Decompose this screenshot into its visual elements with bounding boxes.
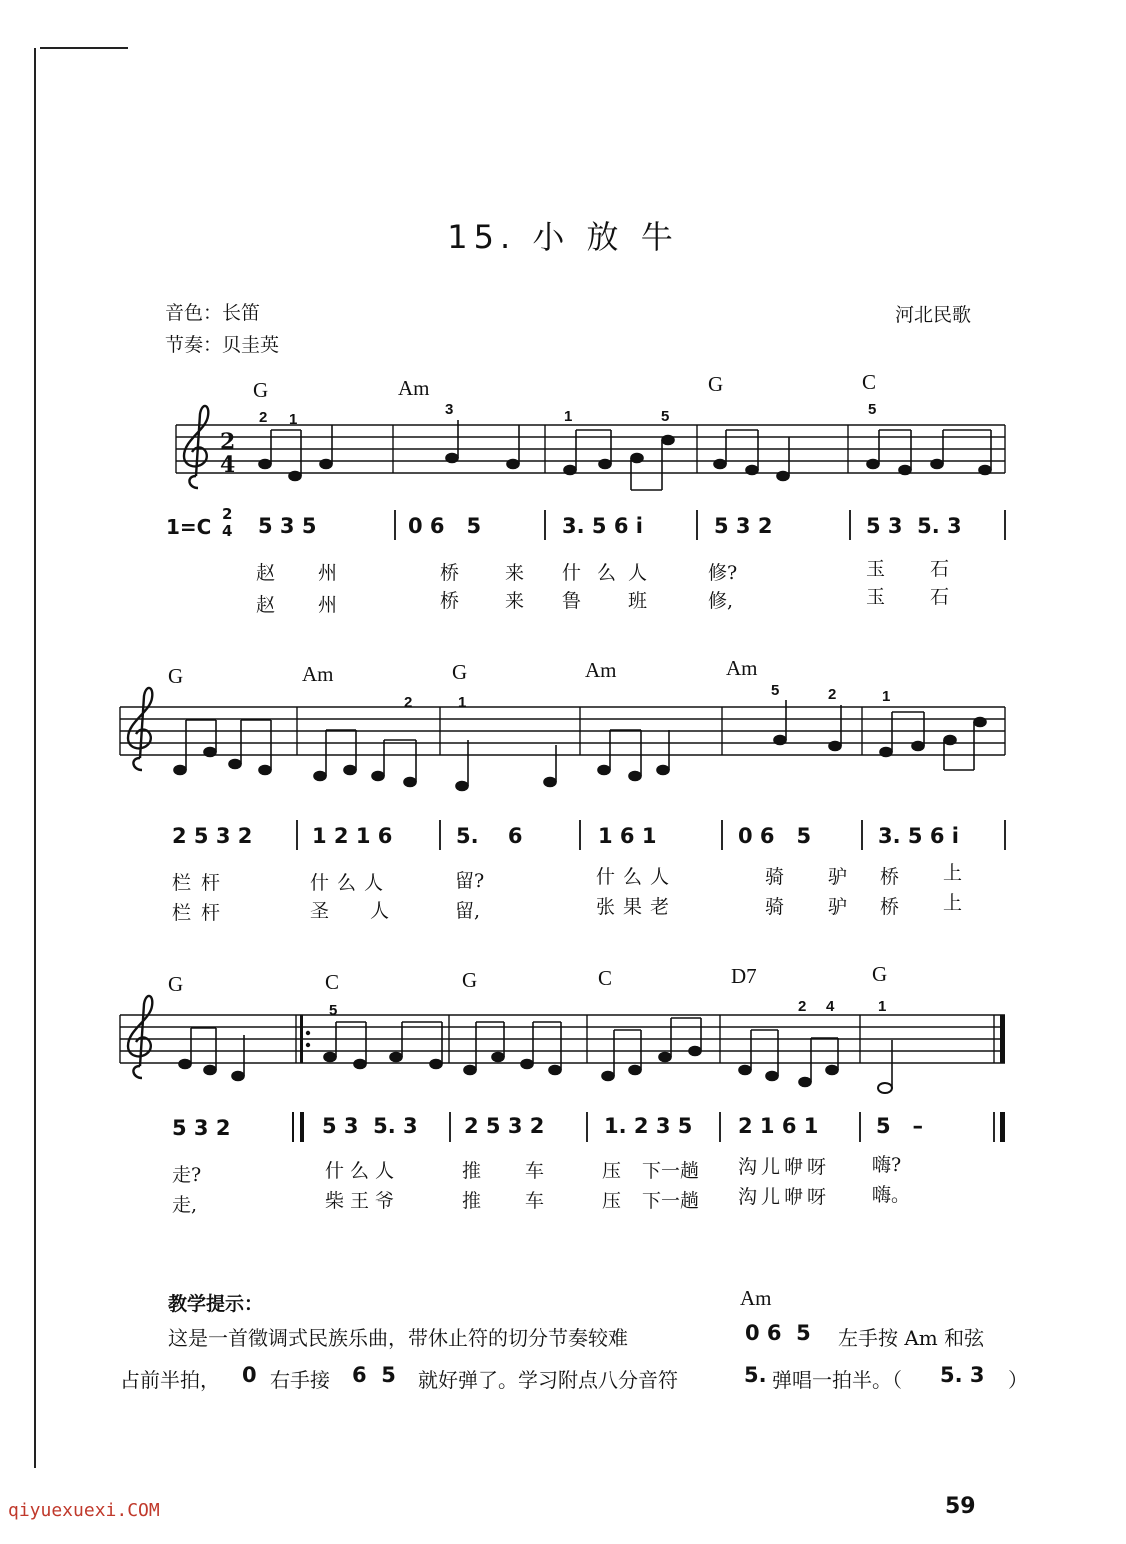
chord-symbol: G xyxy=(452,660,468,684)
lyric: 桥 xyxy=(880,866,900,888)
lyric: 来 xyxy=(505,562,525,584)
lyric: 人 xyxy=(370,900,390,922)
hint-text: 弹唱一拍半。（ xyxy=(772,1368,902,1392)
lyric: 嗨? xyxy=(872,1154,902,1176)
fingering-number: 3 xyxy=(445,401,454,418)
hint-text: ） xyxy=(1008,1368,1028,1392)
origin-label: 河北民歌 xyxy=(895,304,972,326)
lyric: 上 xyxy=(943,892,963,914)
lyric: 什么人 xyxy=(325,1160,401,1182)
fingering-number: 2 xyxy=(798,998,807,1015)
jianpu-measure: 2 1 6 1 xyxy=(738,1114,819,1138)
timbre-label: 音色：长笛 xyxy=(165,302,261,324)
lyric: 骑 xyxy=(765,896,785,918)
hint-notes: 5. 3 xyxy=(940,1363,985,1387)
hint-text: 就好弹了。学习附点八分音符 xyxy=(418,1368,678,1392)
watermark-logo: qiyuexuexi.COM xyxy=(8,1500,160,1521)
chord-symbol: G xyxy=(872,962,888,986)
hint-notes: 6 5 xyxy=(352,1363,396,1387)
jianpu-measure: 3. 5 6 i xyxy=(878,824,959,848)
lyric: 石 xyxy=(930,586,950,608)
chord-symbol: G xyxy=(708,372,724,396)
jianpu-measure: 0 6 5 xyxy=(408,514,482,538)
hint-heading: 教学提示： xyxy=(168,1293,264,1315)
chord-symbol: G xyxy=(462,968,478,992)
chord-symbol: G xyxy=(168,972,184,996)
lyric: 桥 xyxy=(440,562,460,584)
lyric: 驴 xyxy=(828,896,848,918)
lyric: 栏杆 xyxy=(172,872,231,894)
page-number: 59 xyxy=(945,1494,976,1519)
lyric: 班 xyxy=(628,590,648,612)
jianpu-measure: 1 2 1 6 xyxy=(312,824,393,848)
fingering-number: 5 xyxy=(661,408,670,425)
hint-text: 左手按 Am 和弦 xyxy=(838,1326,985,1350)
chord-symbol: Am xyxy=(302,662,334,686)
chord-symbol: C xyxy=(325,970,340,994)
lyric: 石 xyxy=(930,558,950,580)
lyric: 张果老 xyxy=(596,896,678,918)
jianpu-measure: 5 3 2 xyxy=(714,514,773,538)
jianpu-measure: 2 5 3 2 xyxy=(464,1114,545,1138)
hint-text: 右手接 xyxy=(270,1368,330,1392)
jianpu-measure: 1. 2 3 5 xyxy=(604,1114,693,1138)
lyric: 修, xyxy=(708,590,734,612)
lyric: 来 xyxy=(505,590,525,612)
fingering-number: 4 xyxy=(826,998,835,1015)
lyric: 玉 xyxy=(866,558,886,580)
hint-text: 占前半拍， xyxy=(120,1368,220,1392)
hint-text: 这是一首徵调式民族乐曲，带休止符的切分节奏较难 xyxy=(168,1326,628,1350)
key-signature: 1=C xyxy=(166,515,212,539)
lyric: 下一趟 xyxy=(642,1190,700,1212)
chord-symbol: Am xyxy=(585,658,617,682)
hint-notes: 0 xyxy=(242,1363,257,1387)
lyric: 走, xyxy=(172,1194,198,1216)
chord-symbol: G xyxy=(253,378,269,402)
hint-notes: 0 6 5 xyxy=(745,1321,811,1345)
lyric: 州 xyxy=(318,562,338,584)
lyric: 修? xyxy=(708,562,738,584)
fingering-number: 2 xyxy=(259,409,268,426)
lyric: 车 xyxy=(525,1160,545,1182)
lyric: 上 xyxy=(943,862,963,884)
fingering-number: 1 xyxy=(564,408,573,425)
jianpu-measure: 5 3 5 xyxy=(258,514,317,538)
jianpu-measure: 5 3 5. 3 xyxy=(866,514,962,538)
fingering-number: 1 xyxy=(878,998,887,1015)
chord-symbol: C xyxy=(862,370,877,394)
lyric: 栏杆 xyxy=(172,902,231,924)
fingering-number: 1 xyxy=(458,694,467,711)
lyric: 什么人 xyxy=(310,872,392,894)
lyric: 推 xyxy=(462,1160,482,1182)
lyric: 压 xyxy=(602,1190,622,1212)
jianpu-measure: 5. 6 xyxy=(456,824,523,848)
fingering-number: 1 xyxy=(289,411,298,428)
jianpu-measure: 2 5 3 2 xyxy=(172,824,253,848)
lyric: 沟儿咿呀 xyxy=(738,1156,831,1178)
lyric: 推 xyxy=(462,1190,482,1212)
chord-symbol: G xyxy=(168,664,184,688)
fingering-number: 1 xyxy=(882,688,891,705)
svg-text:4: 4 xyxy=(220,452,236,478)
lyric: 嗨。 xyxy=(872,1184,911,1206)
jianpu-measure: 5 – xyxy=(876,1114,924,1138)
jianpu-measure: 0 6 5 xyxy=(738,824,812,848)
chord-symbol: Am xyxy=(726,656,758,680)
jianpu-measure: 5 3 2 xyxy=(172,1116,231,1140)
fingering-number: 5 xyxy=(771,682,780,699)
fingering-number: 2 xyxy=(828,686,837,703)
lyric: 赵 xyxy=(256,594,276,616)
lyric: 鲁 xyxy=(562,590,582,612)
fingering-number: 5 xyxy=(329,1002,338,1019)
lyric: 桥 xyxy=(880,896,900,918)
lyric: 人 xyxy=(628,562,648,584)
lyric: 留? xyxy=(455,870,485,892)
jianpu-measure: 3. 5 6 i xyxy=(562,514,643,538)
lyric: 什 xyxy=(562,562,582,584)
chord-symbol: Am xyxy=(398,376,430,400)
lyric: 留, xyxy=(455,900,481,922)
lyric: 柴王爷 xyxy=(325,1190,401,1212)
lyric: 赵 xyxy=(256,562,276,584)
lyric: 车 xyxy=(525,1190,545,1212)
rhythm-label: 节奏：贝圭英 xyxy=(165,334,280,356)
hint-notes: 5. xyxy=(744,1363,767,1387)
lyric: 走? xyxy=(172,1164,202,1186)
lyric: 骑 xyxy=(765,866,785,888)
lyric: 么 xyxy=(597,562,617,584)
svg-text:2: 2 xyxy=(220,429,236,455)
song-title: 15. 小 放 牛 xyxy=(447,218,679,256)
lyric: 压 xyxy=(602,1160,622,1182)
time-signature-top: 2 xyxy=(222,505,233,523)
fingering-number: 5 xyxy=(868,401,877,418)
lyric: 玉 xyxy=(866,586,886,608)
fingering-number: 2 xyxy=(404,694,413,711)
chord-symbol: D7 xyxy=(731,964,757,988)
time-signature-bottom: 4 xyxy=(222,522,233,540)
lyric: 州 xyxy=(318,594,338,616)
lyric: 桥 xyxy=(440,590,460,612)
lyric: 什么人 xyxy=(596,866,678,888)
lyric: 下一趟 xyxy=(642,1160,700,1182)
lyric: 圣 xyxy=(310,900,330,922)
chord-symbol: C xyxy=(598,966,613,990)
hint-chord: Am xyxy=(740,1286,772,1310)
jianpu-measure: 5 3 5. 3 xyxy=(322,1114,418,1138)
lyric: 驴 xyxy=(828,866,848,888)
jianpu-measure: 1 6 1 xyxy=(598,824,657,848)
lyric: 沟儿咿呀 xyxy=(738,1186,831,1208)
